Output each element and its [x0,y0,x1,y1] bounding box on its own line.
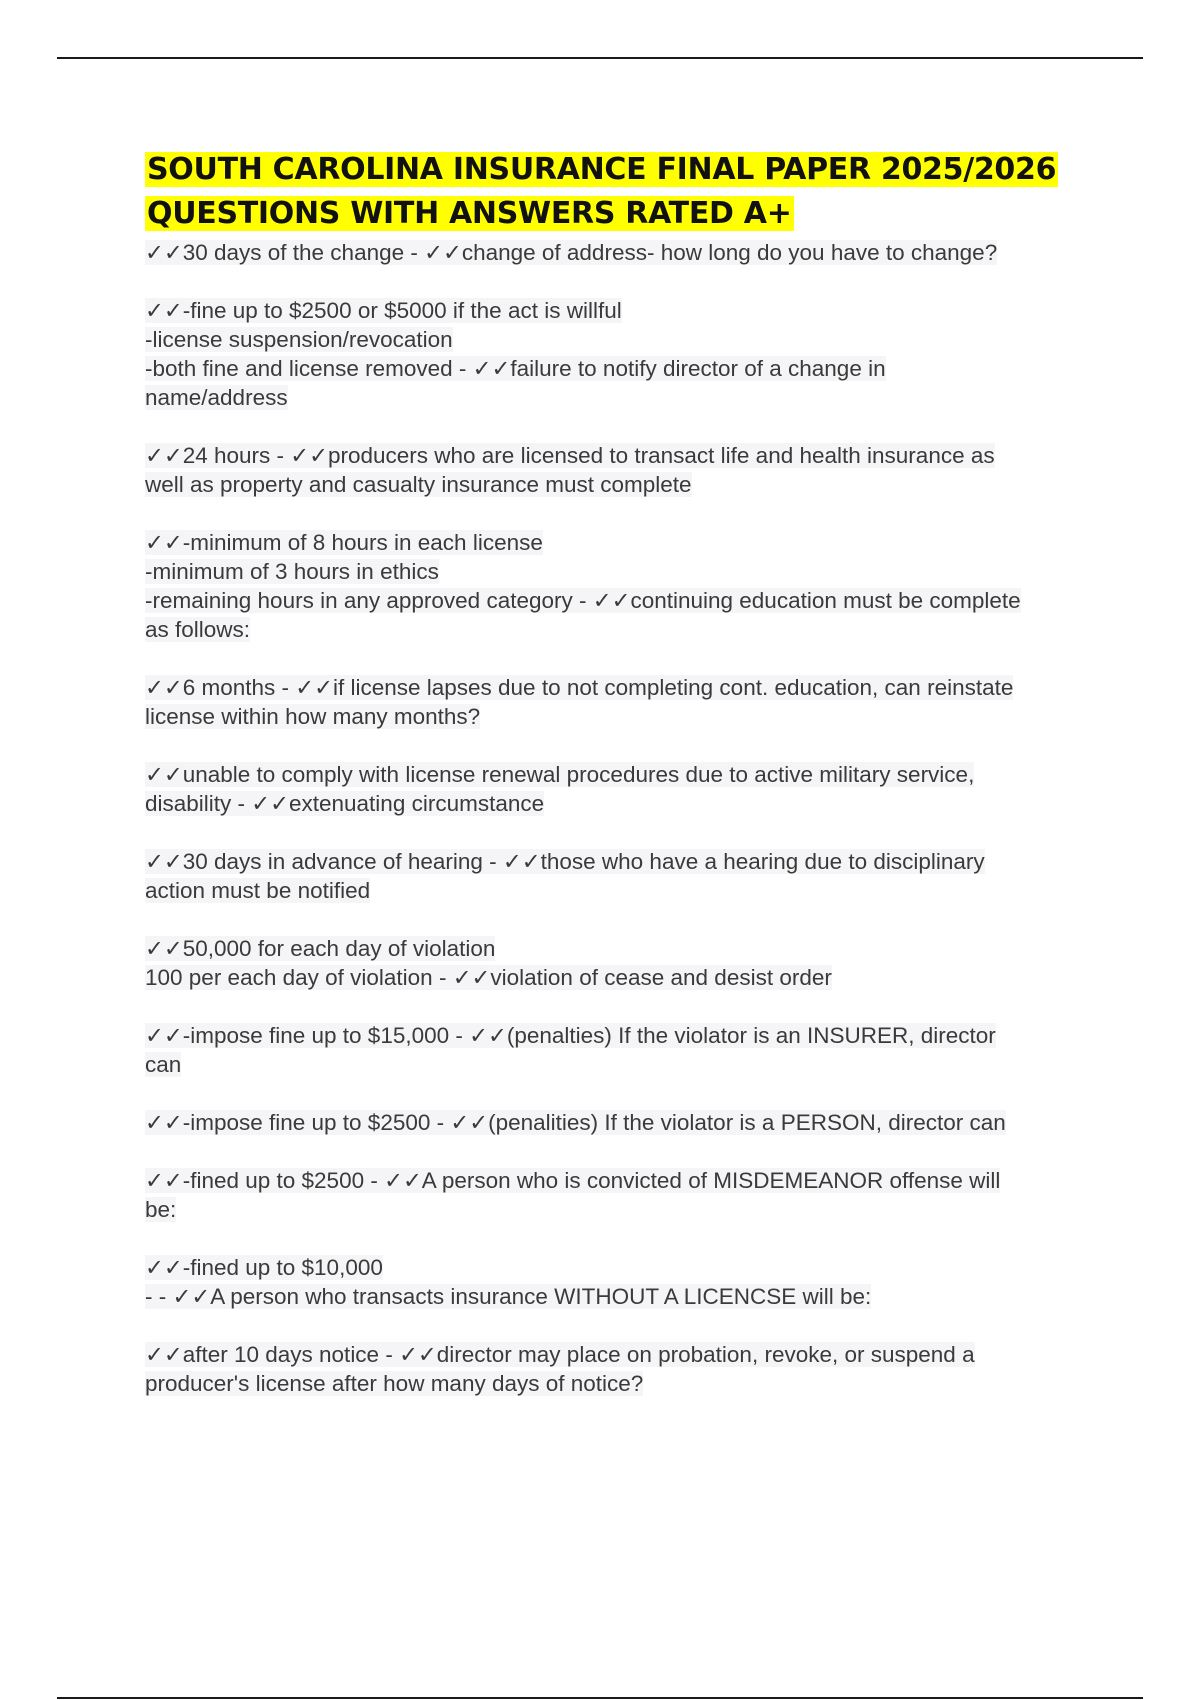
qa-text: can [145,1052,182,1077]
question-answer-list [145,238,1095,1398]
qa-item [145,1108,1095,1137]
qa-item [145,673,1095,731]
qa-item [145,528,1095,644]
qa-text: ✓✓-fine up to $2500 or $5000 if the act is willful [145,298,622,323]
qa-text: as follows: [145,617,251,642]
title-line-1: SOUTH CAROLINA INSURANCE FINAL PAPER 2025/2026 [147,152,1057,187]
qa-line [145,963,1095,992]
qa-text: disability - ✓✓extenuating circumstance [145,791,545,816]
qa-line [145,1253,1095,1282]
qa-line [145,557,1095,586]
qa-text: ✓✓after 10 days notice - ✓✓director may place on probation, revoke, or suspend a [145,1342,975,1367]
qa-text: ✓✓6 months - ✓✓if license lapses due to not completing cont. education, can reinstate [145,675,1014,700]
qa-text: ✓✓-impose fine up to $15,000 - ✓✓(penalties) If the violator is an INSURER, director [145,1023,996,1048]
qa-line [145,760,1095,789]
qa-line [145,1282,1095,1311]
qa-text: - - ✓✓A person who transacts insurance WITHOUT A LICENCSE will be: [145,1284,872,1309]
qa-text: ✓✓30 days of the change - ✓✓change of address- how long do you have to change? [145,240,998,265]
qa-text: -remaining hours in any approved category - ✓✓continuing education must be complete [145,588,1021,613]
qa-line [145,673,1095,702]
qa-line [145,934,1095,963]
qa-text: well as property and casualty insurance must complete [145,472,692,497]
qa-line [145,441,1095,470]
qa-item [145,934,1095,992]
qa-line [145,354,1095,383]
qa-line [145,1108,1095,1137]
qa-text: ✓✓-fined up to $10,000 [145,1255,383,1280]
qa-line [145,296,1095,325]
qa-line [145,1195,1095,1224]
qa-item [145,238,1095,267]
qa-text: be: [145,1197,177,1222]
qa-text: producer's license after how many days of notice? [145,1371,644,1396]
qa-text: -both fine and license removed - ✓✓failure to notify director of a change in [145,356,886,381]
qa-item [145,760,1095,818]
document-body [145,148,1095,1427]
qa-line [145,1369,1095,1398]
qa-line [145,876,1095,905]
qa-line [145,702,1095,731]
qa-line [145,325,1095,354]
qa-text: ✓✓30 days in advance of hearing - ✓✓those who have a hearing due to disciplinary [145,849,985,874]
qa-text: 100 per each day of violation - ✓✓violation of cease and desist order [145,965,832,990]
qa-item [145,1340,1095,1398]
document-title [145,148,1095,236]
qa-text: ✓✓50,000 for each day of violation [145,936,496,961]
qa-line [145,847,1095,876]
qa-line [145,238,1095,267]
qa-line [145,470,1095,499]
qa-text: -minimum of 3 hours in ethics [145,559,439,584]
qa-item [145,296,1095,412]
qa-text: ✓✓-fined up to $2500 - ✓✓A person who is convicted of MISDEMEANOR offense will [145,1168,1001,1193]
bottom-rule [57,1697,1143,1699]
qa-text: license within how many months? [145,704,481,729]
qa-text: ✓✓unable to comply with license renewal procedures due to active military service, [145,762,975,787]
qa-line [145,528,1095,557]
qa-line [145,383,1095,412]
qa-item [145,1253,1095,1311]
title-line-2: QUESTIONS WITH ANSWERS RATED A+ [147,196,792,231]
qa-text: ✓✓-impose fine up to $2500 - ✓✓(penalities) If the violator is a PERSON, director can [145,1110,1006,1135]
qa-text: name/address [145,385,288,410]
qa-item [145,1166,1095,1224]
qa-item [145,847,1095,905]
qa-line [145,789,1095,818]
qa-line [145,1340,1095,1369]
qa-text: action must be notified [145,878,371,903]
qa-line [145,1050,1095,1079]
qa-line [145,1166,1095,1195]
qa-item [145,441,1095,499]
qa-line [145,1021,1095,1050]
qa-line [145,615,1095,644]
qa-item [145,1021,1095,1079]
top-rule [57,57,1143,59]
qa-text: ✓✓-minimum of 8 hours in each license [145,530,543,555]
qa-text: -license suspension/revocation [145,327,453,352]
qa-line [145,586,1095,615]
qa-text: ✓✓24 hours - ✓✓producers who are licensed to transact life and health insurance as [145,443,995,468]
